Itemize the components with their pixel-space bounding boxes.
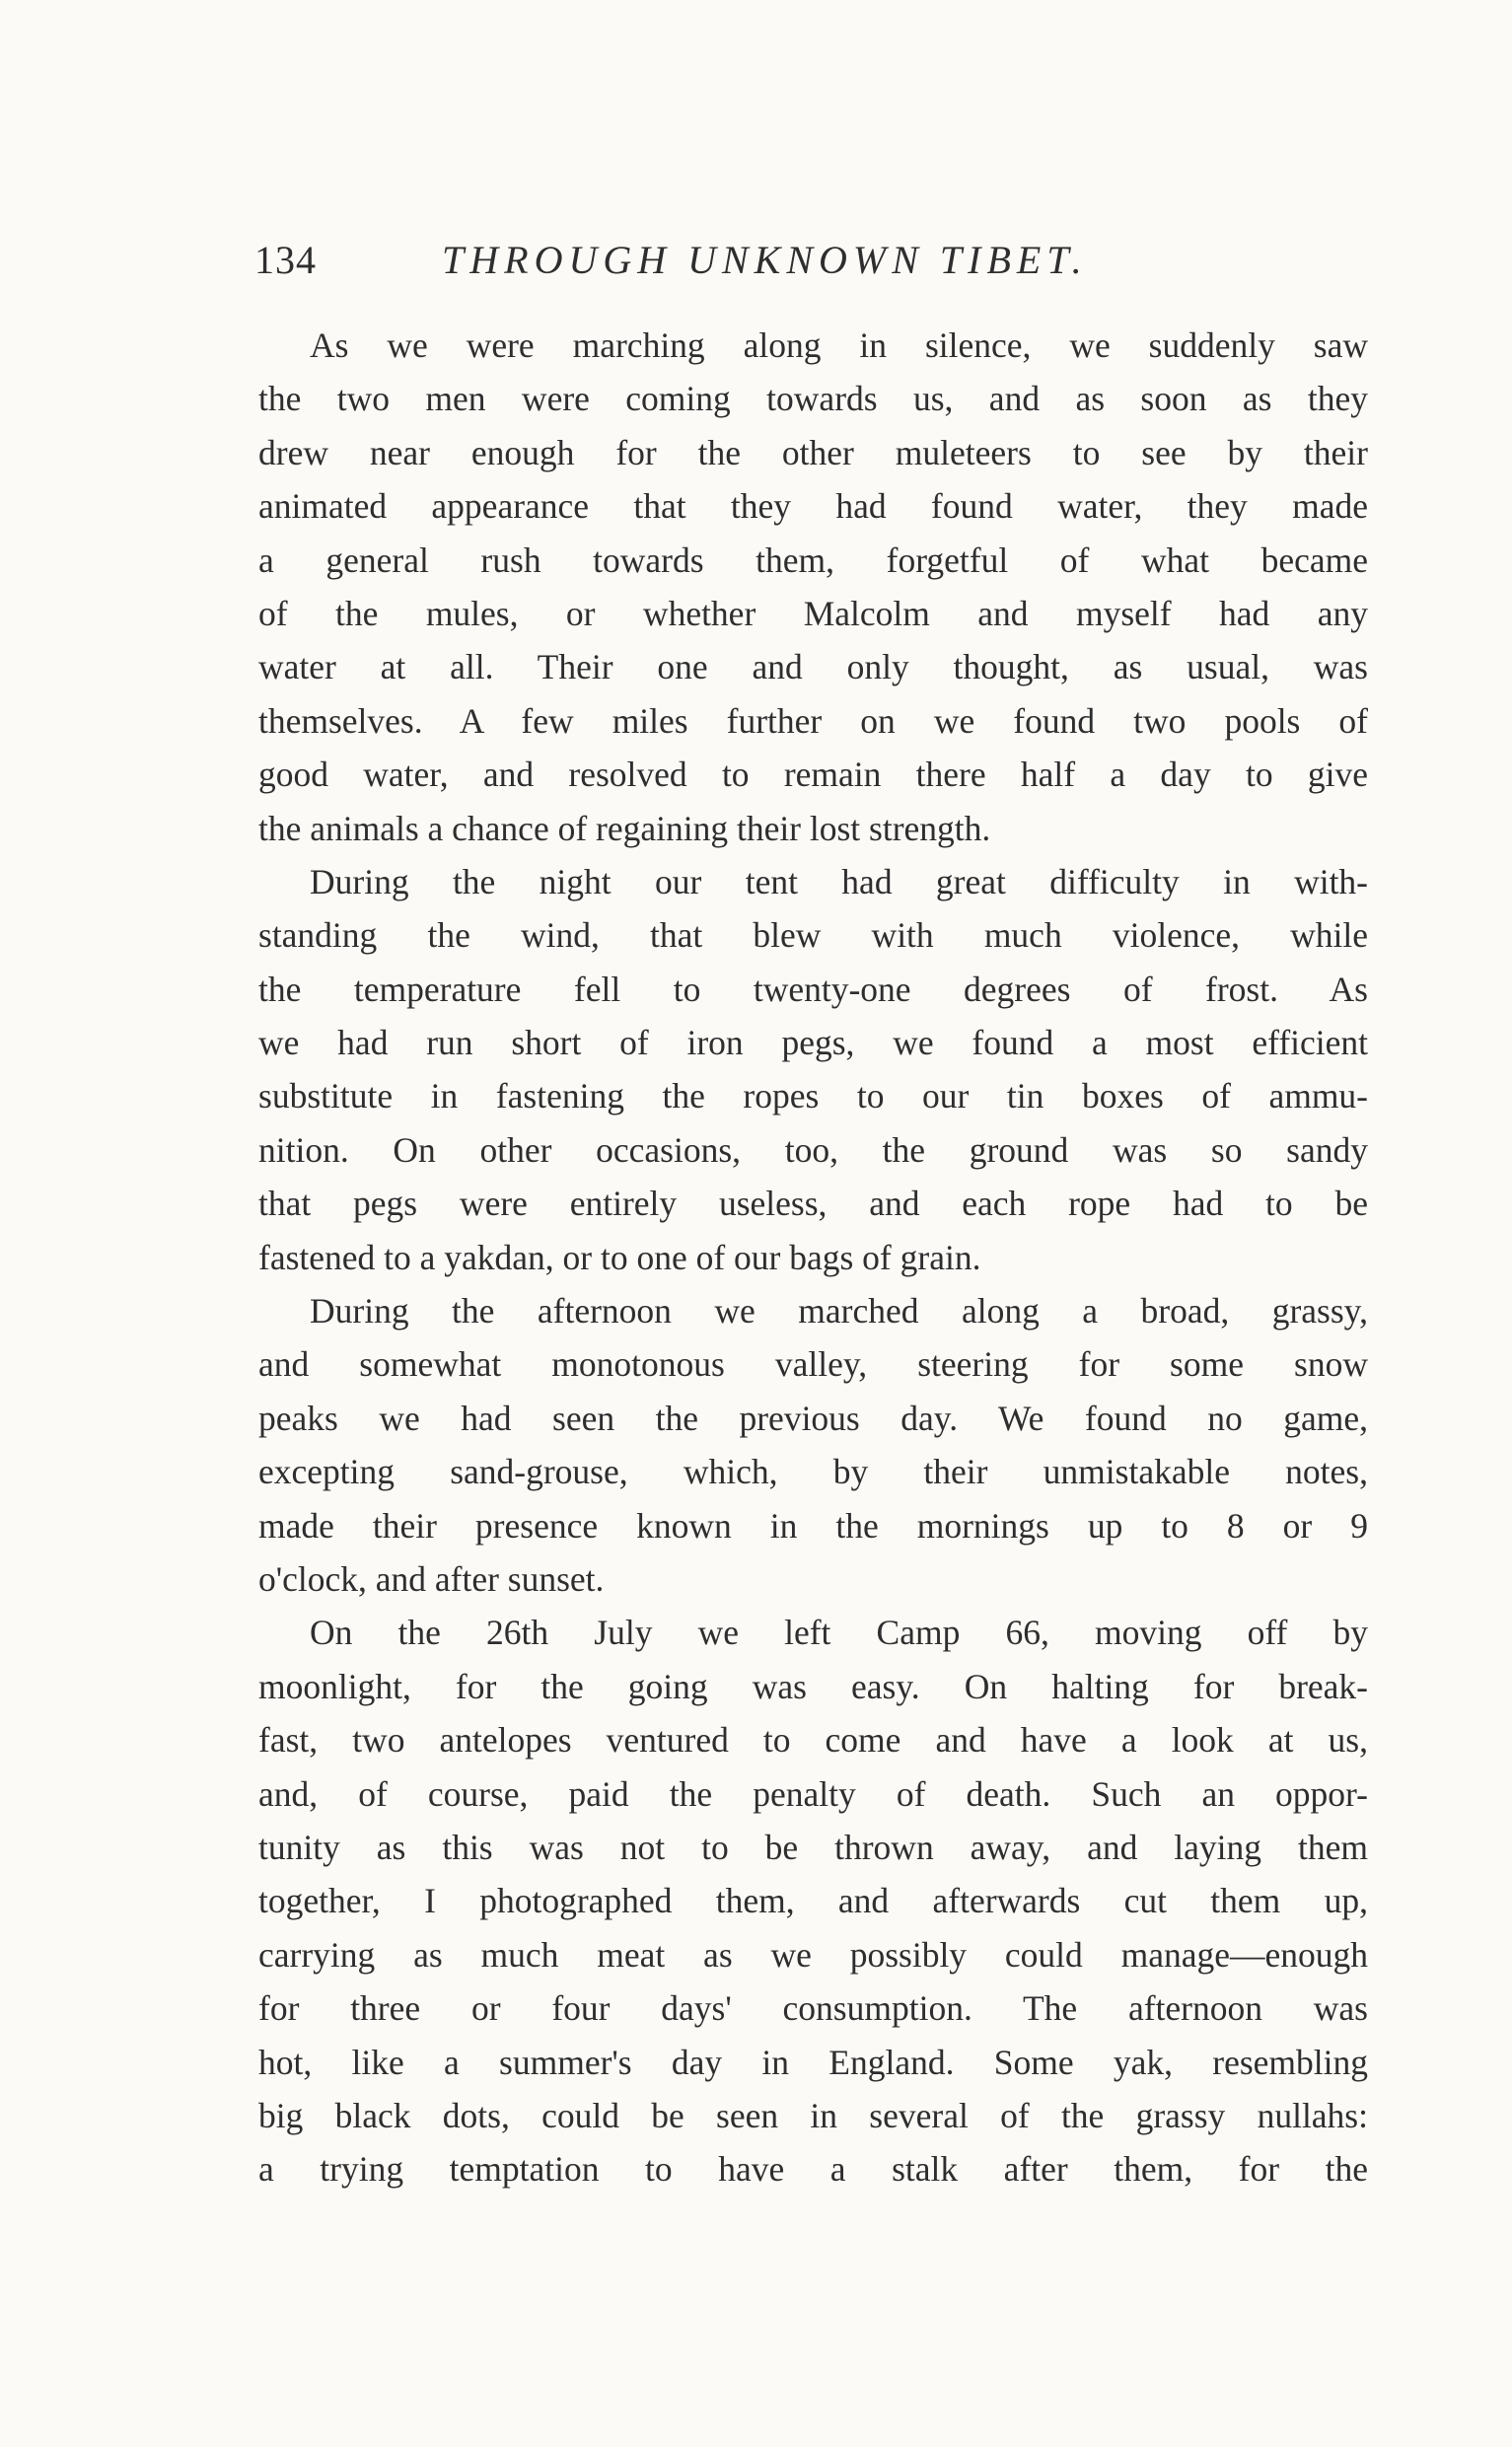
text-line: tunity as this was not to be thrown away, and laying them (258, 1827, 1368, 1867)
text-line: big black dots, could be seen in several of the grassy nullahs: (258, 2095, 1368, 2135)
text-line: standing the wind, that blew with much violence, while (258, 915, 1368, 956)
text-line: that pegs were entirely useless, and each rope had to be (258, 1184, 1368, 1224)
text-line: On the 26th July we left Camp 66, moving off by (310, 1613, 1368, 1653)
text-line: carrying as much meat as we possibly could manage—enough (258, 1934, 1368, 1975)
running-title: THROUGH UNKNOWN TIBET. (442, 238, 1088, 282)
text-line: moonlight, for the going was easy. On halting for break- (258, 1666, 1368, 1706)
text-line: good water, and resolved to remain there half a day to give (258, 755, 1368, 795)
text-line: animated appearance that they had found water, they made (258, 486, 1368, 527)
text-line: fast, two antelopes ventured to come and have a look at us, (258, 1720, 1368, 1761)
text-line: nition. On other occasions, too, the ground was so sandy (258, 1129, 1368, 1170)
text-line: o'clock, and after sunset. (258, 1558, 605, 1599)
text-line: and somewhat monotonous valley, steering for some snow (258, 1344, 1368, 1385)
text-line: During the night our tent had great difficulty in with- (310, 861, 1368, 901)
page-number: 134 (254, 238, 317, 282)
text-line: a general rush towards them, forgetful of what became (258, 540, 1368, 580)
text-line: hot, like a summer's day in England. Some yak, resembling (258, 2042, 1368, 2082)
text-line: a trying temptation to have a stalk after them, for the (258, 2149, 1368, 2190)
text-line: drew near enough for the other muleteers to see by their (258, 432, 1368, 472)
text-line: the two men were coming towards us, and as soon as they (258, 379, 1368, 419)
text-line: water at all. Their one and only thought, as usual, was (258, 647, 1368, 687)
text-line: we had run short of iron pegs, we found a most efficient (258, 1023, 1368, 1063)
text-line: themselves. A few miles further on we found two pools of (258, 700, 1368, 741)
text-line: fastened to a yakdan, or to one of our bags of grain. (258, 1237, 981, 1277)
text-line: excepting sand-grouse, which, by their unmistakable notes, (258, 1452, 1368, 1492)
text-line: the animals a chance of regaining their lost strength. (258, 808, 991, 848)
text-line: together, I photographed them, and afterwards cut them up, (258, 1881, 1368, 1921)
paragraph-2 (258, 855, 1368, 1284)
text-line: the temperature fell to twenty-one degrees of frost. As (258, 969, 1368, 1009)
text-line: made their presence known in the mornings up to 8 or 9 (258, 1505, 1368, 1546)
text-line: and, of course, paid the penalty of death. Such an oppor- (258, 1773, 1368, 1814)
paragraph-4 (258, 1606, 1368, 2195)
text-line: for three or four days' consumption. The afternoon was (258, 1988, 1368, 2029)
text-line: As we were marching along in silence, we suddenly saw (310, 325, 1368, 365)
text-line: substitute in fastening the ropes to our tin boxes of ammu- (258, 1076, 1368, 1116)
text-line: During the afternoon we marched along a broad, grassy, (310, 1291, 1368, 1331)
text-line: peaks we had seen the previous day. We found no game, (258, 1398, 1368, 1438)
text-line: of the mules, or whether Malcolm and myself had any (258, 593, 1368, 633)
running-head (254, 237, 1389, 296)
paragraph-1 (258, 319, 1368, 855)
paragraph-3 (258, 1284, 1368, 1606)
body-text (258, 319, 1368, 2196)
